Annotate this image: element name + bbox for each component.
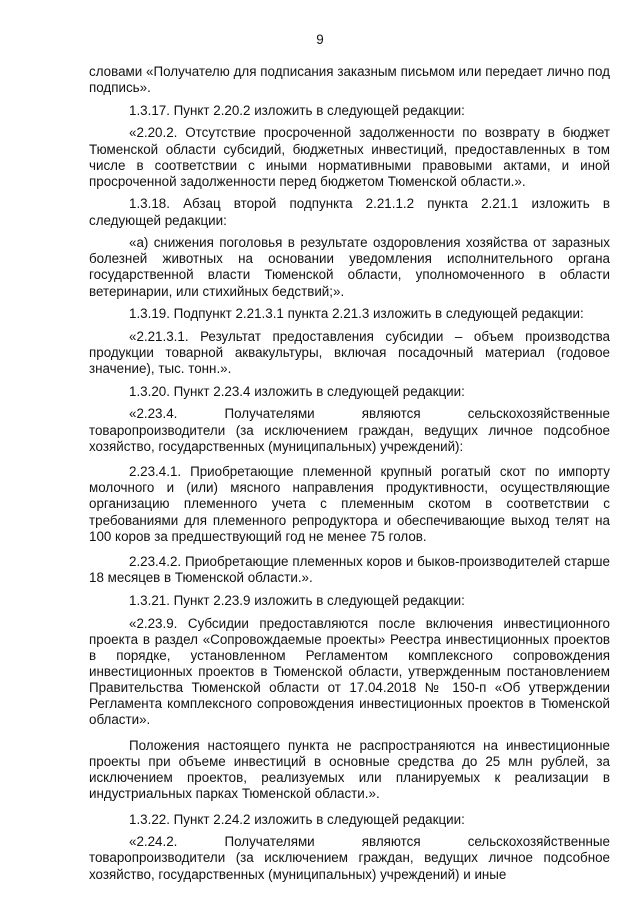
page-number: 9 (316, 32, 324, 47)
paragraph: «2.23.9. Субсидии предоставляются после включения инвестиционного проекта в раздел «Сопровождаемые проекты» Реестра инвестиционных проектов в порядке, установленном Регламентом комплексного сопровождения инвестиционных проектов в Тюменской области, утвержденным постановлением Правительства Тюменской области от 17.04.2018 № 150-п «Об утверждении Регламента комплексного сопровождения инвестиционных проектов в Тюменской области». (89, 615, 610, 728)
paragraph: 2.23.4.2. Приобретающие племенных коров и быков-производителей старше 18 месяцев в Тюменской области.». (89, 554, 610, 586)
paragraph: словами «Получателю для подписания заказным письмом или передает лично под подпись». (89, 64, 610, 96)
document-body (89, 64, 610, 889)
paragraph: 1.3.18. Абзац второй подпункта 2.21.1.2 пункта 2.21.1 изложить в следующей редакции: (89, 196, 610, 228)
paragraph: Положения настоящего пункта не распространяются на инвестиционные проекты при объеме инвестиций в основные средства до 25 млн рублей, за исключением проектов, реализуемых или планируемых к реализации в индустриальных парках Тюменской области.». (89, 737, 610, 802)
paragraph: «а) снижения поголовья в результате оздоровления хозяйства от заразных болезней животных на основании уведомления исполнительного органа государственной власти Тюменской области, уполномоченного в области ветеринарии, или стихийных бедствий;». (89, 235, 610, 299)
paragraph: «2.24.2. Получателями являются сельскохозяйственные товаропроизводители (за исключением граждан, ведущих личное подсобное хозяйство, государственных (муниципальных) учреждений) и иные (89, 834, 610, 882)
paragraph: 2.23.4.1. Приобретающие племенной крупный рогатый скот по импорту молочного и (или) мясного направления продуктивности, осуществляющие организацию племенного учета с племенным скотом в соответствии с требованиями для племенного репродуктора и обеспечивающие выход телят на 100 коров за предшествующий год не менее 75 голов. (89, 464, 610, 544)
paragraph: 1.3.20. Пункт 2.23.4 изложить в следующей редакции: (129, 383, 465, 399)
paragraph: «2.21.3.1. Результат предоставления субсидии – объем производства продукции товарной аквакультуры, включая посадочный материал (годовое значение), тыс. тонн.». (89, 328, 610, 377)
paragraph: 1.3.21. Пункт 2.23.9 изложить в следующей редакции: (129, 592, 465, 608)
paragraph: 1.3.19. Подпункт 2.21.3.1 пункта 2.21.3 изложить в следующей редакции: (129, 306, 584, 322)
paragraph: «2.20.2. Отсутствие просроченной задолженности по возврату в бюджет Тюменской области субсидий, бюджетных инвестиций, предоставленных в том числе в соответствии с иными нормативными правовыми актами, и иной просроченной задолженности перед бюджетом Тюменской области.». (89, 125, 610, 189)
paragraph: «2.23.4. Получателями являются сельскохозяйственные товаропроизводители (за исключением граждан, ведущих личное подсобное хозяйство, государственных (муниципальных) учреждений): (89, 406, 610, 454)
paragraph: 1.3.22. Пункт 2.24.2 изложить в следующей редакции: (129, 811, 465, 827)
paragraph: 1.3.17. Пункт 2.20.2 изложить в следующей редакции: (129, 102, 465, 118)
